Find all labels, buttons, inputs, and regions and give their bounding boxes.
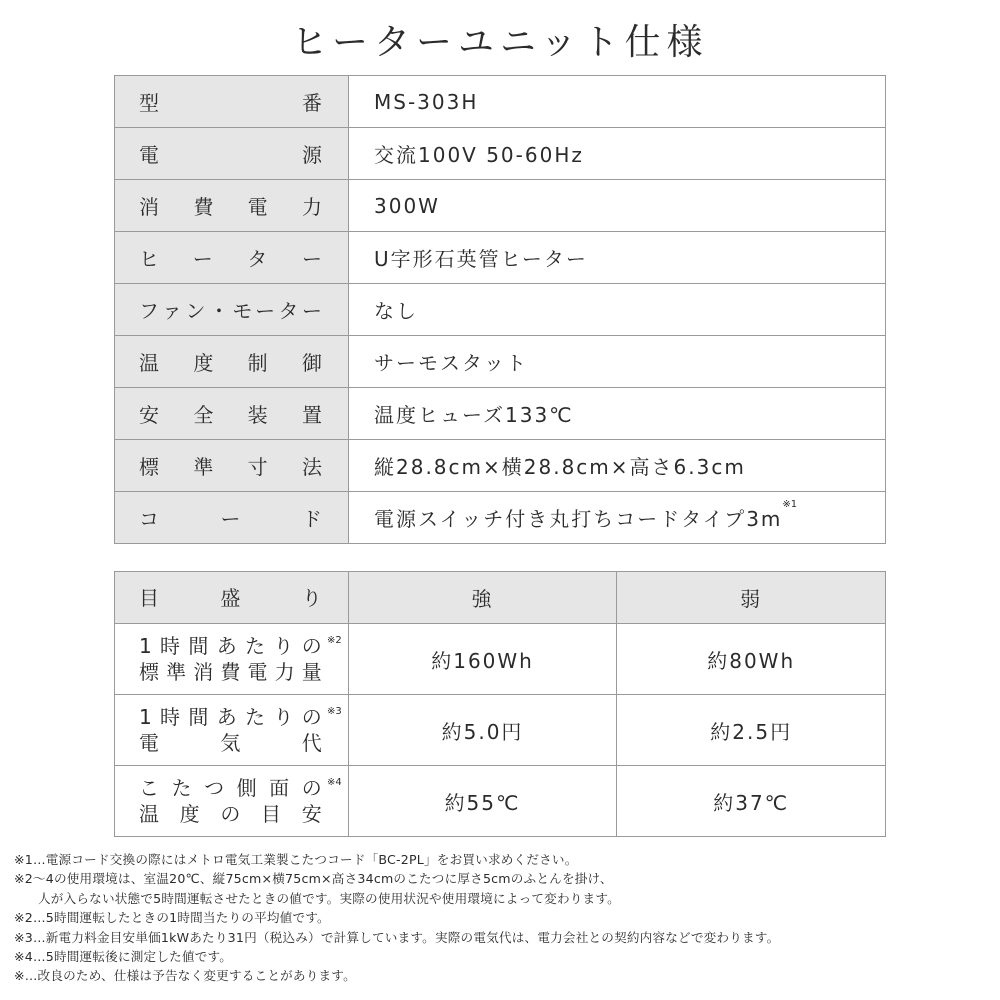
- spec-value: なし: [349, 284, 886, 336]
- footnote-line: ※2～4の使用環境は、室温20℃、縦75cm×横75cm×高さ34cmのこたつに厚さ5cmのふとんを掛け、: [14, 871, 613, 887]
- grade-header-strong: 強: [348, 572, 617, 624]
- spec-table: [114, 75, 886, 544]
- footnote-line: ※2…5時間運転したときの1時間当たりの平均値です。: [14, 910, 330, 926]
- spec-row: [115, 440, 886, 492]
- grade-table: [114, 571, 886, 837]
- footnotes: [14, 850, 994, 986]
- footnote-marker: ※3: [326, 706, 342, 717]
- spec-row: [115, 232, 886, 284]
- spec-value: 交流100V 50-60Hz: [349, 128, 886, 180]
- spec-value: 電源スイッチ付き丸打ちコードタイプ3m$^{※1}$: [349, 492, 886, 544]
- grade-header-label: 目盛り: [115, 572, 349, 624]
- grade-weak-value: 約80Wh: [617, 624, 886, 695]
- footnote-marker: ※1: [782, 499, 798, 510]
- footnote-marker: ※4: [326, 777, 342, 788]
- spec-label: 安全装置: [115, 388, 349, 440]
- spec-row: [115, 336, 886, 388]
- grade-row-label: [115, 766, 349, 837]
- grade-weak-value: 約2.5円: [617, 695, 886, 766]
- spec-label: 標準寸法: [115, 440, 349, 492]
- spec-value: 温度ヒューズ133℃: [349, 388, 886, 440]
- grade-weak-value: 約37℃: [617, 766, 886, 837]
- grade-header-weak: 弱: [617, 572, 886, 624]
- spec-label: ファン・モーター: [115, 284, 349, 336]
- page-title: ヒーターユニット仕様: [291, 22, 709, 63]
- spec-row: [115, 76, 886, 128]
- footnote-line: ※3…新電力料金目安単価1kWあたり31円（税込み）で計算しています。実際の電気代は、電力会社との契約内容などで変わります。: [14, 929, 780, 945]
- spec-label: 電源: [115, 128, 349, 180]
- spec-label: 温度制御: [115, 336, 349, 388]
- footnote-line: ※…改良のため、仕様は予告なく変更することがあります。: [14, 968, 356, 984]
- grade-label-line1: こたつ側面の: [139, 776, 324, 800]
- footnote-line: 人が入らない状態で5時間運転させたときの値です。実際の使用状況や使用環境によって変わります。: [38, 890, 620, 906]
- spec-label: 消費電力: [115, 180, 349, 232]
- spec-value: U字形石英管ヒーター: [349, 232, 886, 284]
- grade-strong-value: 約160Wh: [348, 624, 617, 695]
- grade-header-row: [115, 572, 886, 624]
- spec-row: [115, 492, 886, 544]
- grade-label-line2: 温度の目安: [139, 802, 324, 826]
- grade-strong-value: 約55℃: [348, 766, 617, 837]
- footnote-marker: ※2: [326, 635, 342, 646]
- spec-label: コード: [115, 492, 349, 544]
- spec-row: [115, 180, 886, 232]
- grade-row-label: [115, 624, 349, 695]
- spec-value: 縦28.8cm×横28.8cm×高さ6.3cm: [349, 440, 886, 492]
- spec-value: MS-303H: [349, 76, 886, 128]
- spec-row: [115, 284, 886, 336]
- spec-row: [115, 388, 886, 440]
- grade-label-line2: 電気代: [139, 731, 324, 755]
- grade-row-label: [115, 695, 349, 766]
- grade-strong-value: 約5.0円: [348, 695, 617, 766]
- grade-label-line1: 1時間あたりの: [139, 634, 324, 658]
- footnote-line: ※1…電源コード交換の際にはメトロ電気工業製こたつコード「BC-2PL」をお買い求めください。: [14, 852, 578, 867]
- spec-value: 300W: [349, 180, 886, 232]
- spec-label: 型番: [115, 76, 349, 128]
- footnote-line: ※4…5時間運転後に測定した値です。: [14, 949, 233, 965]
- grade-row: [115, 624, 886, 695]
- spec-row: [115, 128, 886, 180]
- spec-label: ヒーター: [115, 232, 349, 284]
- grade-label-line1: 1時間あたりの: [139, 705, 324, 729]
- spec-value: サーモスタット: [349, 336, 886, 388]
- grade-row: [115, 766, 886, 837]
- grade-label-line2: 標準消費電力量: [139, 660, 324, 684]
- grade-row: [115, 695, 886, 766]
